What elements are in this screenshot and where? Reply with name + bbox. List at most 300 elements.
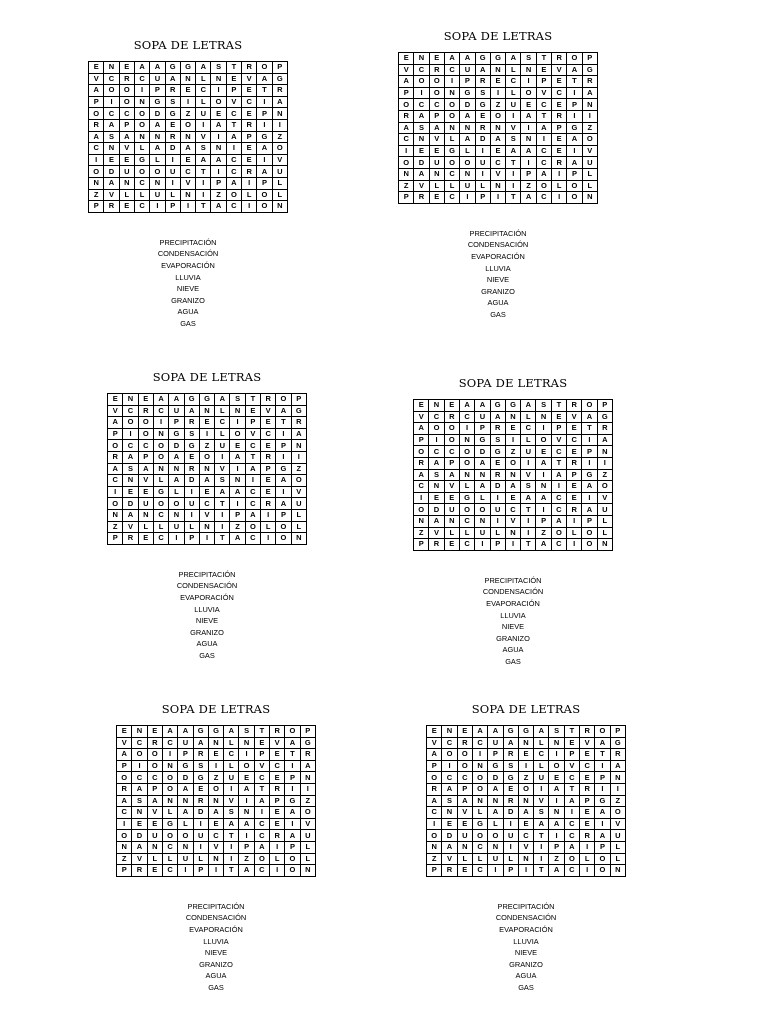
- grid-cell[interactable]: G: [184, 440, 199, 452]
- grid-cell[interactable]: I: [211, 85, 226, 97]
- grid-cell[interactable]: O: [595, 853, 610, 865]
- grid-cell[interactable]: N: [488, 841, 503, 853]
- grid-cell[interactable]: C: [138, 440, 153, 452]
- grid-cell[interactable]: P: [184, 533, 199, 545]
- grid-cell[interactable]: E: [270, 772, 285, 784]
- grid-cell[interactable]: L: [215, 405, 230, 417]
- grid-cell[interactable]: A: [134, 62, 149, 74]
- grid-cell[interactable]: A: [536, 122, 551, 134]
- grid-cell[interactable]: V: [138, 475, 153, 487]
- grid-cell[interactable]: I: [564, 807, 579, 819]
- grid-cell[interactable]: D: [414, 157, 429, 169]
- grid-cell[interactable]: A: [224, 726, 239, 738]
- grid-cell[interactable]: I: [184, 486, 199, 498]
- grid-cell[interactable]: A: [257, 73, 272, 85]
- grid-cell[interactable]: C: [162, 841, 177, 853]
- grid-cell[interactable]: I: [178, 865, 193, 877]
- grid-cell[interactable]: Z: [211, 189, 226, 201]
- grid-cell[interactable]: G: [472, 818, 487, 830]
- grid-cell[interactable]: P: [429, 110, 444, 122]
- grid-cell[interactable]: S: [239, 726, 254, 738]
- grid-cell[interactable]: C: [245, 440, 260, 452]
- grid-cell[interactable]: N: [505, 411, 520, 423]
- grid-cell[interactable]: C: [242, 96, 257, 108]
- grid-cell[interactable]: V: [399, 64, 414, 76]
- grid-cell[interactable]: O: [89, 166, 104, 178]
- grid-cell[interactable]: O: [536, 180, 551, 192]
- grid-cell[interactable]: I: [276, 428, 291, 440]
- grid-cell[interactable]: O: [457, 760, 472, 772]
- grid-cell[interactable]: T: [245, 394, 260, 406]
- grid-cell[interactable]: L: [460, 145, 475, 157]
- grid-cell[interactable]: C: [506, 76, 521, 88]
- grid-cell[interactable]: E: [138, 394, 153, 406]
- grid-cell[interactable]: G: [180, 62, 195, 74]
- grid-cell[interactable]: N: [123, 394, 138, 406]
- grid-cell[interactable]: P: [239, 841, 254, 853]
- grid-cell[interactable]: O: [162, 783, 177, 795]
- grid-cell[interactable]: A: [245, 463, 260, 475]
- grid-cell[interactable]: S: [414, 122, 429, 134]
- grid-cell[interactable]: E: [208, 749, 223, 761]
- grid-cell[interactable]: S: [215, 475, 230, 487]
- grid-cell[interactable]: O: [459, 504, 474, 516]
- grid-cell[interactable]: I: [490, 515, 505, 527]
- grid-cell[interactable]: C: [564, 830, 579, 842]
- grid-cell[interactable]: U: [475, 157, 490, 169]
- grid-cell[interactable]: I: [475, 168, 490, 180]
- grid-cell[interactable]: O: [595, 865, 610, 877]
- grid-cell[interactable]: T: [215, 533, 230, 545]
- grid-cell[interactable]: A: [442, 783, 457, 795]
- grid-cell[interactable]: E: [552, 99, 567, 111]
- grid-cell[interactable]: N: [399, 168, 414, 180]
- grid-cell[interactable]: U: [224, 772, 239, 784]
- grid-cell[interactable]: O: [285, 865, 300, 877]
- grid-cell[interactable]: O: [518, 783, 533, 795]
- grid-cell[interactable]: T: [564, 783, 579, 795]
- grid-cell[interactable]: L: [503, 853, 518, 865]
- grid-cell[interactable]: L: [444, 180, 459, 192]
- grid-cell[interactable]: A: [196, 154, 211, 166]
- grid-cell[interactable]: O: [108, 498, 123, 510]
- grid-cell[interactable]: N: [414, 515, 429, 527]
- grid-cell[interactable]: R: [242, 62, 257, 74]
- grid-cell[interactable]: L: [597, 515, 612, 527]
- grid-cell[interactable]: L: [193, 853, 208, 865]
- grid-cell[interactable]: O: [153, 498, 168, 510]
- grid-cell[interactable]: O: [291, 475, 306, 487]
- grid-cell[interactable]: C: [414, 64, 429, 76]
- grid-cell[interactable]: N: [475, 515, 490, 527]
- grid-cell[interactable]: E: [147, 865, 162, 877]
- grid-cell[interactable]: I: [505, 434, 520, 446]
- grid-cell[interactable]: I: [549, 830, 564, 842]
- grid-cell[interactable]: R: [399, 110, 414, 122]
- grid-cell[interactable]: I: [580, 865, 595, 877]
- grid-cell[interactable]: A: [276, 405, 291, 417]
- grid-cell[interactable]: P: [597, 400, 612, 412]
- grid-cell[interactable]: O: [117, 830, 132, 842]
- grid-cell[interactable]: E: [457, 818, 472, 830]
- grid-cell[interactable]: L: [472, 807, 487, 819]
- grid-cell[interactable]: U: [291, 498, 306, 510]
- grid-cell[interactable]: P: [475, 192, 490, 204]
- grid-cell[interactable]: P: [399, 192, 414, 204]
- grid-cell[interactable]: G: [475, 434, 490, 446]
- grid-cell[interactable]: P: [488, 749, 503, 761]
- grid-cell[interactable]: L: [582, 168, 597, 180]
- grid-cell[interactable]: G: [582, 64, 597, 76]
- grid-cell[interactable]: A: [534, 818, 549, 830]
- grid-cell[interactable]: A: [196, 62, 211, 74]
- grid-cell[interactable]: C: [196, 85, 211, 97]
- grid-cell[interactable]: R: [552, 110, 567, 122]
- grid-cell[interactable]: T: [551, 457, 566, 469]
- grid-cell[interactable]: R: [272, 85, 287, 97]
- grid-cell[interactable]: A: [427, 749, 442, 761]
- grid-cell[interactable]: O: [488, 830, 503, 842]
- grid-cell[interactable]: U: [119, 166, 134, 178]
- grid-cell[interactable]: A: [211, 154, 226, 166]
- grid-cell[interactable]: U: [521, 446, 536, 458]
- grid-cell[interactable]: A: [567, 134, 582, 146]
- grid-cell[interactable]: C: [199, 498, 214, 510]
- grid-cell[interactable]: C: [534, 749, 549, 761]
- grid-cell[interactable]: S: [536, 400, 551, 412]
- grid-cell[interactable]: I: [180, 201, 195, 213]
- grid-cell[interactable]: U: [490, 504, 505, 516]
- grid-cell[interactable]: A: [442, 841, 457, 853]
- grid-cell[interactable]: D: [503, 807, 518, 819]
- grid-cell[interactable]: E: [429, 492, 444, 504]
- grid-cell[interactable]: A: [399, 122, 414, 134]
- grid-cell[interactable]: S: [490, 434, 505, 446]
- grid-cell[interactable]: L: [472, 853, 487, 865]
- grid-cell[interactable]: C: [153, 533, 168, 545]
- grid-cell[interactable]: I: [595, 760, 610, 772]
- grid-cell[interactable]: L: [138, 521, 153, 533]
- grid-cell[interactable]: E: [270, 749, 285, 761]
- grid-cell[interactable]: C: [414, 99, 429, 111]
- grid-cell[interactable]: A: [536, 539, 551, 551]
- grid-cell[interactable]: E: [123, 486, 138, 498]
- grid-cell[interactable]: A: [488, 726, 503, 738]
- grid-cell[interactable]: E: [261, 417, 276, 429]
- grid-cell[interactable]: L: [165, 189, 180, 201]
- grid-cell[interactable]: O: [444, 434, 459, 446]
- grid-cell[interactable]: P: [211, 177, 226, 189]
- grid-cell[interactable]: I: [291, 451, 306, 463]
- grid-cell[interactable]: I: [521, 122, 536, 134]
- grid-cell[interactable]: G: [610, 737, 625, 749]
- grid-cell[interactable]: T: [245, 451, 260, 463]
- grid-cell[interactable]: A: [475, 400, 490, 412]
- grid-cell[interactable]: I: [261, 509, 276, 521]
- grid-cell[interactable]: I: [193, 818, 208, 830]
- grid-cell[interactable]: I: [521, 457, 536, 469]
- grid-cell[interactable]: R: [108, 451, 123, 463]
- grid-cell[interactable]: L: [521, 411, 536, 423]
- grid-cell[interactable]: O: [549, 760, 564, 772]
- grid-cell[interactable]: O: [442, 749, 457, 761]
- grid-cell[interactable]: I: [270, 841, 285, 853]
- grid-cell[interactable]: I: [270, 865, 285, 877]
- grid-cell[interactable]: R: [270, 783, 285, 795]
- grid-cell[interactable]: R: [270, 830, 285, 842]
- grid-cell[interactable]: O: [226, 189, 241, 201]
- grid-cell[interactable]: I: [536, 134, 551, 146]
- grid-cell[interactable]: A: [536, 457, 551, 469]
- grid-cell[interactable]: N: [153, 428, 168, 440]
- grid-cell[interactable]: R: [580, 783, 595, 795]
- grid-cell[interactable]: U: [506, 99, 521, 111]
- grid-cell[interactable]: P: [564, 749, 579, 761]
- grid-cell[interactable]: S: [211, 62, 226, 74]
- grid-cell[interactable]: N: [536, 481, 551, 493]
- grid-cell[interactable]: S: [132, 795, 147, 807]
- grid-cell[interactable]: S: [549, 726, 564, 738]
- grid-cell[interactable]: I: [521, 157, 536, 169]
- grid-cell[interactable]: G: [208, 726, 223, 738]
- grid-cell[interactable]: Z: [300, 795, 315, 807]
- grid-cell[interactable]: I: [184, 509, 199, 521]
- grid-cell[interactable]: C: [551, 539, 566, 551]
- grid-cell[interactable]: O: [399, 99, 414, 111]
- grid-cell[interactable]: N: [521, 64, 536, 76]
- grid-cell[interactable]: I: [595, 783, 610, 795]
- grid-cell[interactable]: I: [108, 486, 123, 498]
- grid-cell[interactable]: I: [567, 110, 582, 122]
- grid-cell[interactable]: P: [521, 168, 536, 180]
- grid-cell[interactable]: E: [429, 53, 444, 65]
- grid-cell[interactable]: C: [254, 772, 269, 784]
- grid-cell[interactable]: S: [193, 760, 208, 772]
- grid-cell[interactable]: U: [138, 498, 153, 510]
- grid-cell[interactable]: R: [429, 539, 444, 551]
- grid-cell[interactable]: O: [208, 783, 223, 795]
- grid-cell[interactable]: P: [567, 168, 582, 180]
- grid-cell[interactable]: A: [199, 475, 214, 487]
- grid-cell[interactable]: L: [169, 486, 184, 498]
- grid-cell[interactable]: R: [261, 498, 276, 510]
- grid-cell[interactable]: Z: [521, 180, 536, 192]
- grid-cell[interactable]: N: [272, 201, 287, 213]
- grid-cell[interactable]: A: [595, 807, 610, 819]
- grid-cell[interactable]: A: [549, 818, 564, 830]
- grid-cell[interactable]: I: [117, 818, 132, 830]
- grid-cell[interactable]: L: [475, 492, 490, 504]
- grid-cell[interactable]: G: [193, 726, 208, 738]
- grid-cell[interactable]: S: [165, 96, 180, 108]
- grid-cell[interactable]: D: [178, 772, 193, 784]
- grid-cell[interactable]: A: [89, 85, 104, 97]
- grid-cell[interactable]: I: [165, 154, 180, 166]
- grid-cell[interactable]: R: [138, 405, 153, 417]
- grid-cell[interactable]: L: [459, 527, 474, 539]
- grid-cell[interactable]: D: [165, 143, 180, 155]
- grid-cell[interactable]: A: [276, 475, 291, 487]
- grid-cell[interactable]: I: [475, 145, 490, 157]
- grid-cell[interactable]: R: [193, 795, 208, 807]
- grid-cell[interactable]: E: [193, 783, 208, 795]
- grid-cell[interactable]: C: [261, 428, 276, 440]
- grid-cell[interactable]: R: [582, 76, 597, 88]
- grid-cell[interactable]: R: [270, 726, 285, 738]
- grid-cell[interactable]: N: [414, 53, 429, 65]
- grid-cell[interactable]: A: [211, 119, 226, 131]
- grid-cell[interactable]: T: [534, 865, 549, 877]
- grid-cell[interactable]: A: [285, 807, 300, 819]
- grid-cell[interactable]: A: [257, 143, 272, 155]
- grid-cell[interactable]: V: [196, 131, 211, 143]
- grid-cell[interactable]: A: [230, 533, 245, 545]
- grid-cell[interactable]: P: [169, 417, 184, 429]
- grid-cell[interactable]: U: [457, 830, 472, 842]
- grid-cell[interactable]: A: [521, 192, 536, 204]
- grid-cell[interactable]: U: [178, 853, 193, 865]
- grid-cell[interactable]: G: [582, 469, 597, 481]
- grid-cell[interactable]: R: [261, 451, 276, 463]
- grid-cell[interactable]: G: [490, 53, 505, 65]
- grid-cell[interactable]: I: [567, 145, 582, 157]
- grid-cell[interactable]: N: [300, 772, 315, 784]
- grid-cell[interactable]: A: [257, 166, 272, 178]
- grid-cell[interactable]: P: [536, 515, 551, 527]
- grid-cell[interactable]: E: [242, 108, 257, 120]
- grid-cell[interactable]: R: [429, 64, 444, 76]
- grid-cell[interactable]: I: [230, 498, 245, 510]
- grid-cell[interactable]: E: [165, 119, 180, 131]
- grid-cell[interactable]: C: [444, 168, 459, 180]
- grid-cell[interactable]: V: [567, 411, 582, 423]
- grid-cell[interactable]: O: [414, 76, 429, 88]
- grid-cell[interactable]: R: [147, 737, 162, 749]
- grid-cell[interactable]: U: [165, 166, 180, 178]
- grid-cell[interactable]: I: [490, 492, 505, 504]
- grid-cell[interactable]: E: [242, 154, 257, 166]
- grid-cell[interactable]: E: [580, 772, 595, 784]
- grid-cell[interactable]: T: [226, 119, 241, 131]
- grid-cell[interactable]: V: [610, 818, 625, 830]
- grid-cell[interactable]: R: [597, 423, 612, 435]
- grid-cell[interactable]: I: [399, 145, 414, 157]
- grid-cell[interactable]: E: [230, 440, 245, 452]
- grid-cell[interactable]: N: [150, 177, 165, 189]
- grid-cell[interactable]: E: [270, 807, 285, 819]
- grid-cell[interactable]: A: [208, 807, 223, 819]
- grid-cell[interactable]: I: [506, 168, 521, 180]
- grid-cell[interactable]: P: [457, 783, 472, 795]
- grid-cell[interactable]: A: [457, 795, 472, 807]
- grid-cell[interactable]: N: [549, 807, 564, 819]
- grid-cell[interactable]: E: [261, 475, 276, 487]
- grid-cell[interactable]: L: [272, 177, 287, 189]
- grid-cell[interactable]: V: [254, 760, 269, 772]
- grid-cell[interactable]: V: [506, 122, 521, 134]
- grid-cell[interactable]: A: [444, 469, 459, 481]
- grid-cell[interactable]: R: [89, 119, 104, 131]
- grid-cell[interactable]: O: [272, 143, 287, 155]
- grid-cell[interactable]: D: [150, 108, 165, 120]
- grid-cell[interactable]: A: [414, 423, 429, 435]
- grid-cell[interactable]: A: [521, 492, 536, 504]
- grid-cell[interactable]: A: [123, 509, 138, 521]
- grid-cell[interactable]: C: [429, 446, 444, 458]
- grid-cell[interactable]: R: [104, 201, 119, 213]
- grid-cell[interactable]: T: [506, 192, 521, 204]
- grid-cell[interactable]: A: [169, 451, 184, 463]
- grid-cell[interactable]: N: [134, 131, 149, 143]
- grid-cell[interactable]: V: [117, 737, 132, 749]
- grid-cell[interactable]: N: [230, 405, 245, 417]
- grid-cell[interactable]: C: [134, 177, 149, 189]
- grid-cell[interactable]: N: [490, 64, 505, 76]
- grid-cell[interactable]: E: [536, 446, 551, 458]
- grid-cell[interactable]: E: [211, 108, 226, 120]
- grid-cell[interactable]: V: [300, 818, 315, 830]
- grid-cell[interactable]: U: [610, 830, 625, 842]
- grid-cell[interactable]: A: [132, 841, 147, 853]
- grid-cell[interactable]: R: [193, 749, 208, 761]
- grid-cell[interactable]: E: [414, 145, 429, 157]
- grid-cell[interactable]: C: [429, 411, 444, 423]
- grid-cell[interactable]: N: [475, 469, 490, 481]
- grid-cell[interactable]: U: [150, 189, 165, 201]
- grid-cell[interactable]: E: [567, 492, 582, 504]
- grid-cell[interactable]: T: [224, 830, 239, 842]
- grid-cell[interactable]: R: [184, 463, 199, 475]
- grid-cell[interactable]: A: [399, 76, 414, 88]
- grid-cell[interactable]: A: [472, 726, 487, 738]
- grid-cell[interactable]: G: [475, 53, 490, 65]
- grid-cell[interactable]: L: [150, 154, 165, 166]
- grid-cell[interactable]: L: [506, 64, 521, 76]
- grid-cell[interactable]: V: [147, 807, 162, 819]
- grid-cell[interactable]: C: [399, 134, 414, 146]
- grid-cell[interactable]: G: [134, 154, 149, 166]
- grid-cell[interactable]: I: [536, 504, 551, 516]
- grid-cell[interactable]: A: [521, 400, 536, 412]
- grid-cell[interactable]: L: [261, 521, 276, 533]
- grid-cell[interactable]: N: [490, 180, 505, 192]
- grid-cell[interactable]: C: [153, 405, 168, 417]
- grid-cell[interactable]: C: [117, 807, 132, 819]
- grid-cell[interactable]: O: [119, 85, 134, 97]
- grid-cell[interactable]: L: [429, 180, 444, 192]
- grid-cell[interactable]: D: [104, 166, 119, 178]
- grid-cell[interactable]: N: [272, 108, 287, 120]
- grid-cell[interactable]: A: [108, 417, 123, 429]
- grid-cell[interactable]: V: [180, 177, 195, 189]
- grid-cell[interactable]: G: [459, 492, 474, 504]
- grid-cell[interactable]: I: [475, 539, 490, 551]
- grid-cell[interactable]: U: [503, 830, 518, 842]
- grid-cell[interactable]: L: [291, 509, 306, 521]
- grid-cell[interactable]: A: [224, 818, 239, 830]
- grid-cell[interactable]: N: [505, 527, 520, 539]
- grid-cell[interactable]: S: [442, 795, 457, 807]
- grid-cell[interactable]: C: [536, 192, 551, 204]
- grid-cell[interactable]: P: [582, 53, 597, 65]
- grid-cell[interactable]: E: [457, 865, 472, 877]
- grid-cell[interactable]: S: [184, 428, 199, 440]
- grid-cell[interactable]: I: [89, 154, 104, 166]
- grid-cell[interactable]: E: [117, 726, 132, 738]
- grid-cell[interactable]: G: [567, 122, 582, 134]
- grid-cell[interactable]: V: [89, 73, 104, 85]
- grid-cell[interactable]: V: [564, 760, 579, 772]
